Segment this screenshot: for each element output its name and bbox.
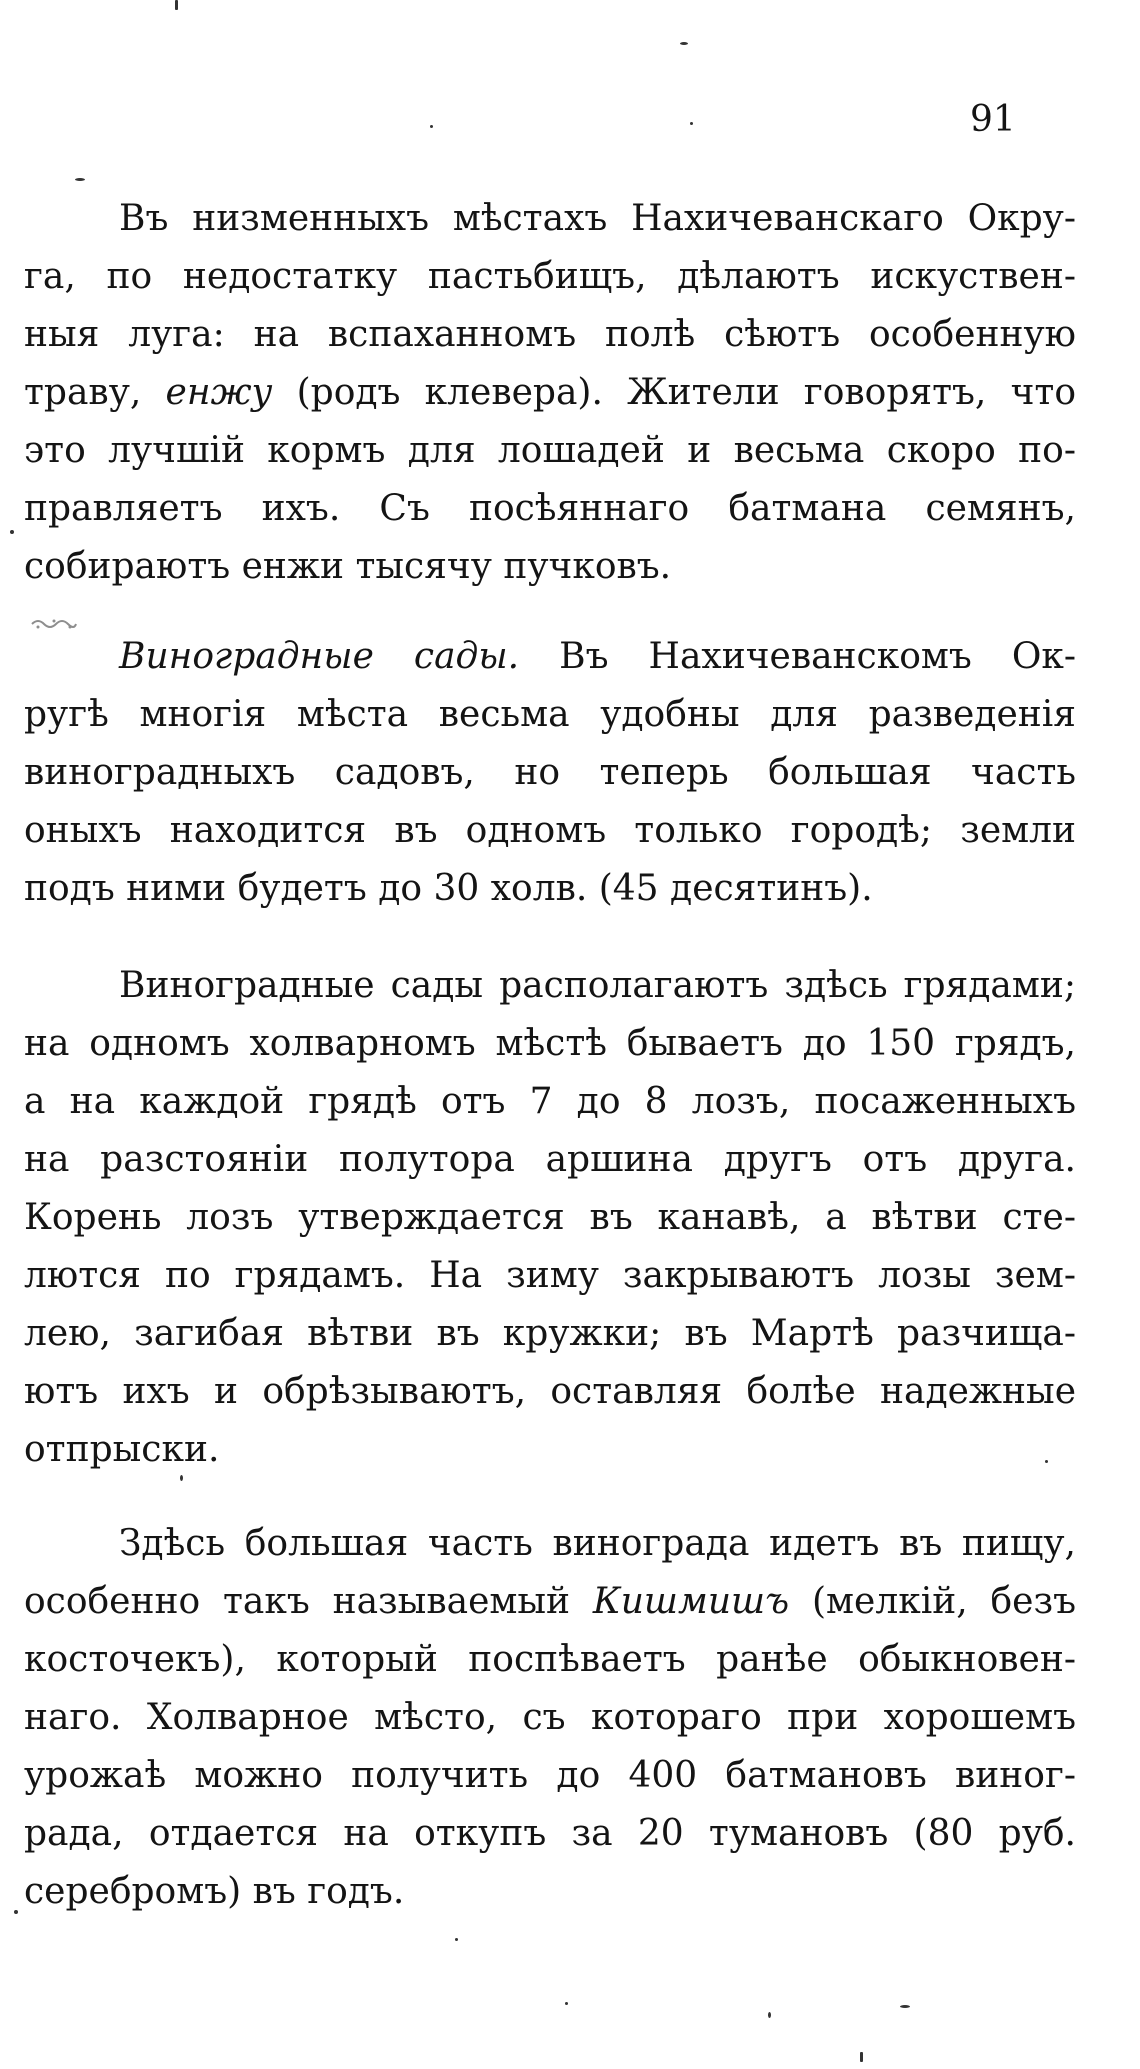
scan-speck xyxy=(860,2052,863,2062)
scan-speck xyxy=(690,122,693,125)
text-line: Здѣсь большая часть винограда идетъ въ пищу, xyxy=(119,1523,1076,1564)
text-line xyxy=(24,364,1076,422)
text-line: правляетъ ихъ. Съ посѣяннаго батмана семянъ, xyxy=(24,488,1076,529)
text-line: оныхъ находится въ одномъ только городѣ; земли xyxy=(24,810,1076,851)
text-line: ругѣ многія мѣста весьма удобны для разведенія xyxy=(24,694,1076,735)
text-line: собираютъ енжи тысячу пучковъ. xyxy=(24,546,672,587)
text-line: лются по грядамъ. На зиму закрываютъ лозы зем- xyxy=(24,1255,1076,1296)
scan-speck xyxy=(565,2002,568,2005)
scan-speck xyxy=(900,2005,910,2008)
text-line: Корень лозъ утверждается въ канавѣ, а вѣтви сте- xyxy=(24,1197,1076,1238)
text-line: отпрыски. xyxy=(24,1429,220,1470)
text-fragment: траву, xyxy=(24,372,166,413)
text-line: ныя луга: на вспаханномъ полѣ сѣютъ особенную xyxy=(24,314,1076,355)
page-number: 91 xyxy=(970,99,1016,140)
text-line: а на каждой грядѣ отъ 7 до 8 лозъ, посаженныхъ xyxy=(24,1081,1076,1122)
scan-speck xyxy=(680,42,688,45)
scan-speck xyxy=(10,530,14,534)
text-line: косточекъ), который поспѣваетъ ранѣе обыкновен- xyxy=(24,1639,1076,1680)
text-line: лею, загибая вѣтви въ кружки; въ Мартѣ разчища- xyxy=(24,1313,1076,1354)
text-fragment: Въ Нахичеванскомъ Ок- xyxy=(519,636,1076,677)
text-line xyxy=(24,628,1076,686)
text-line: на разстояніи полутора аршина другъ отъ друга. xyxy=(24,1139,1076,1180)
text-line: виноградныхъ садовъ, но теперь большая часть xyxy=(24,752,1076,793)
text-line: Въ низменныхъ мѣстахъ Нахичеванскаго Окру- xyxy=(119,198,1076,239)
italic-term: Кишмишъ xyxy=(592,1581,790,1622)
text-line: на одномъ холварномъ мѣстѣ бываетъ до 150 грядъ, xyxy=(24,1023,1076,1064)
text-fragment: особенно такъ называемый xyxy=(24,1581,593,1622)
scan-speck xyxy=(430,125,433,128)
scan-speck xyxy=(180,1475,183,1481)
italic-term: енжу xyxy=(165,372,273,413)
section-heading: Виноградные сады. xyxy=(119,636,520,677)
text-fragment: (мелкій, безъ xyxy=(789,1581,1076,1622)
paragraph-3 xyxy=(24,957,1076,1479)
text-line: га, по недостатку пастьбищъ, дѣлаютъ искуствен- xyxy=(24,256,1076,297)
text-line: ютъ ихъ и обрѣзываютъ, оставляя болѣе надежные xyxy=(24,1371,1076,1412)
text-line: наго. Холварное мѣсто, съ котораго при хорошемъ xyxy=(24,1697,1076,1738)
text-line xyxy=(24,1573,1076,1631)
paragraph-2 xyxy=(24,628,1076,918)
scan-speck xyxy=(455,1938,458,1941)
text-line: Виноградные сады располагаютъ здѣсь грядами; xyxy=(119,965,1076,1006)
text-line: серебромъ) въ годъ. xyxy=(24,1871,405,1912)
text-line: это лучшій кормъ для лошадей и весьма скоро по- xyxy=(24,430,1076,471)
scan-speck xyxy=(14,1910,18,1914)
scan-speck xyxy=(768,2012,771,2018)
scan-speck xyxy=(1045,1460,1048,1463)
paragraph-1 xyxy=(24,190,1076,596)
text-fragment: (родъ клевера). Жители говорятъ, что xyxy=(272,372,1076,413)
text-line: подъ ними будетъ до 30 холв. (45 десятинъ). xyxy=(24,868,873,909)
scan-speck xyxy=(175,0,178,10)
text-line: урожаѣ можно получить до 400 батмановъ виног- xyxy=(24,1755,1076,1796)
scan-speck xyxy=(75,178,85,181)
paragraph-4 xyxy=(24,1515,1076,1921)
text-line: рада, отдается на откупъ за 20 тумановъ (80 руб. xyxy=(24,1813,1076,1854)
